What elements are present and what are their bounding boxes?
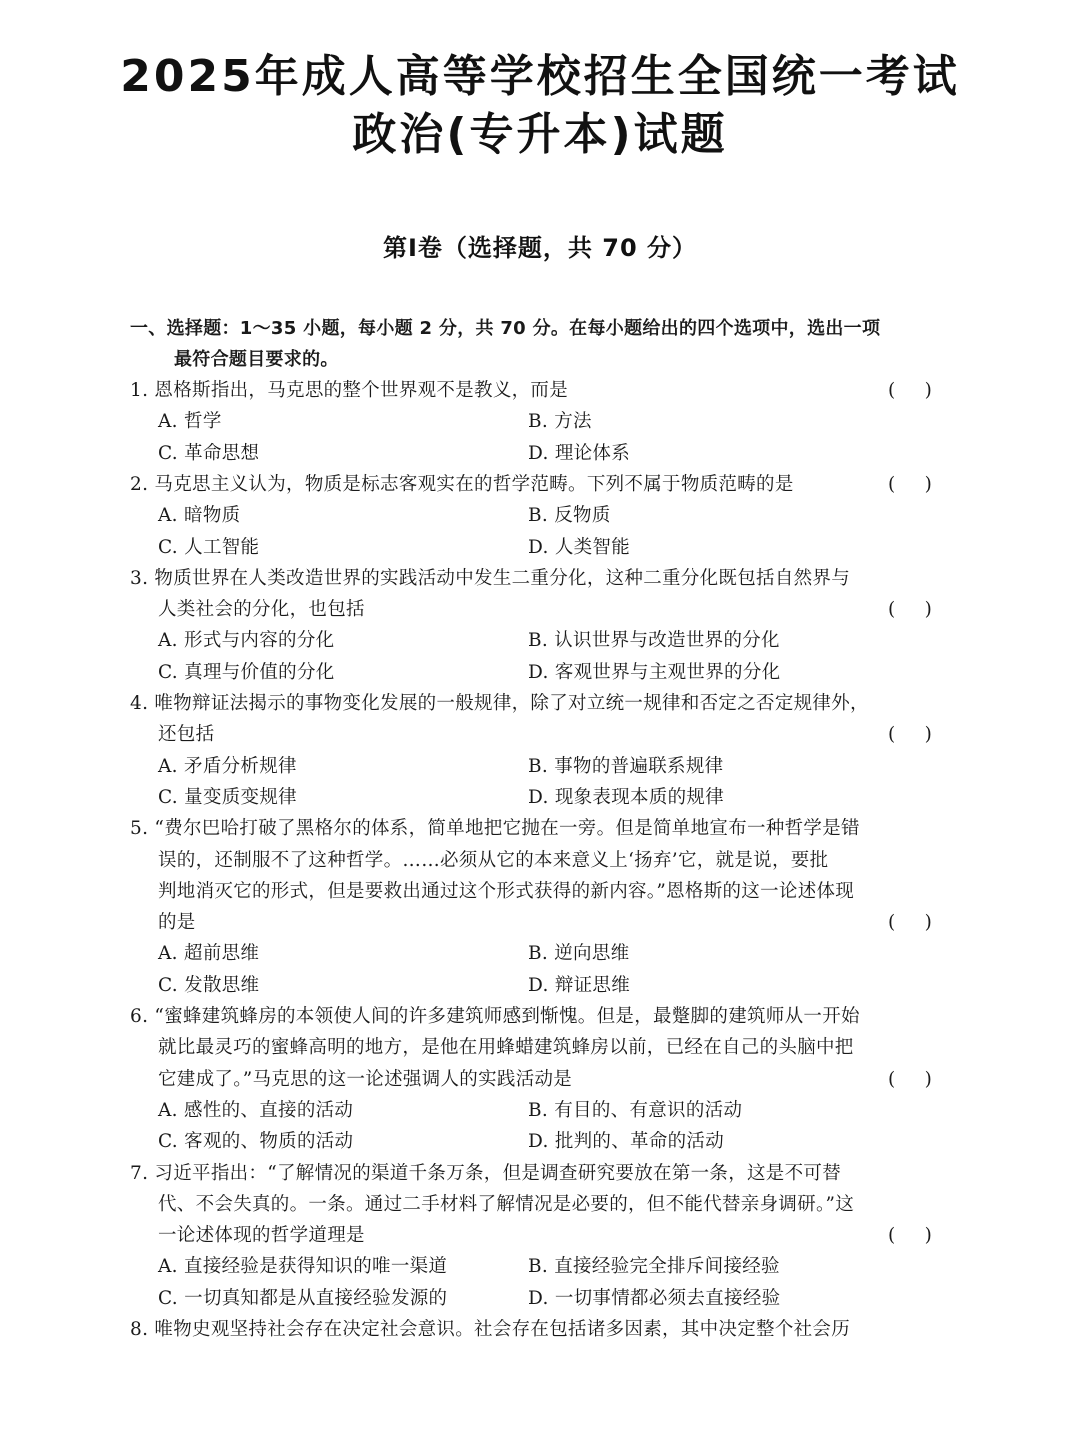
question-5-option-B: B. 逆向思维	[528, 943, 630, 965]
question-5-option-C: C. 发散思维	[158, 974, 260, 996]
question-2-option-C: C. 人工智能	[158, 536, 260, 558]
question-6-stem-line: 6. “蜜蜂建筑蜂房的本领使人间的许多建筑师感到惭愧。但是，最蹩脚的建筑师从一开始	[130, 1006, 860, 1027]
exam-title-line2: 政治(专升本)试题	[352, 109, 728, 160]
question-6-option-D: D. 批判的、革命的活动	[528, 1131, 725, 1153]
question-3-option-D: D. 客观世界与主观世界的分化	[528, 661, 781, 683]
exam-title-line1: 2025年成人高等学校招生全国统一考试	[120, 51, 960, 102]
answer-blank: ( )	[888, 1225, 932, 1247]
question-1-option-A: A. 哲学	[158, 411, 222, 433]
answer-blank: ( )	[888, 473, 932, 495]
question-3-stem-line: 3. 物质世界在人类改造世界的实践活动中发生二重分化，这种二重分化既包括自然界与	[130, 567, 851, 589]
question-5-option-D: D. 辩证思维	[528, 974, 631, 996]
question-3-option-B: B. 认识世界与改造世界的分化	[528, 630, 780, 652]
instructions-line1: 一、选择题：1～35 小题，每小题 2 分，共 70 分。在每小题给出的四个选项中，选出一项	[130, 318, 881, 339]
answer-blank: ( )	[888, 912, 932, 934]
question-2-option-A: A. 暗物质	[158, 505, 241, 527]
question-5-stem-line: 5. “费尔巴哈打破了黑格尔的体系，简单地把它抛在一旁。但是简单地宣布一种哲学是错	[130, 818, 860, 840]
question-7-stem-line: 7. 习近平指出：“了解情况的渠道千条万条，但是调查研究要放在第一条，这是不可替	[130, 1162, 841, 1184]
question-4-option-B: B. 事物的普遍联系规律	[528, 755, 724, 777]
question-1-option-C: C. 革命思想	[158, 442, 260, 464]
question-4-option-D: D. 现象表现本质的规律	[528, 786, 725, 808]
instructions-line2: 最符合题目要求的。	[174, 349, 339, 370]
question-2-stem-line: 2. 马克思主义认为，物质是标志客观实在的哲学范畴。下列不属于物质范畴的是	[130, 473, 794, 495]
question-6-option-B: B. 有目的、有意识的活动	[528, 1099, 743, 1121]
question-4-stem-line: 4. 唯物辩证法揭示的事物变化发展的一般规律，除了对立统一规律和否定之否定规律外，	[130, 693, 869, 714]
question-6-stem-line: 它建成了。”马克思的这一论述强调人的实践活动是	[158, 1068, 573, 1090]
question-4-option-C: C. 量变质变规律	[158, 786, 297, 808]
question-7-option-B: B. 直接经验完全排斥间接经验	[528, 1256, 780, 1278]
question-7-stem-line: 代、不会失真的。一条。通过二手材料了解情况是必要的，但不能代替亲身调研。”这	[158, 1193, 855, 1215]
answer-blank: ( )	[888, 724, 932, 746]
answer-blank: ( )	[888, 599, 932, 621]
question-5-stem-line: 判地消灭它的形式，但是要救出通过这个形式获得的新内容。”恩格斯的这一论述体现	[158, 880, 855, 902]
question-7-option-D: D. 一切事情都必须去直接经验	[528, 1287, 781, 1309]
part-title: 第Ⅰ卷（选择题，共 70 分）	[382, 234, 698, 262]
question-2-option-B: B. 反物质	[528, 505, 611, 527]
question-2-option-D: D. 人类智能	[528, 536, 631, 558]
question-3-option-A: A. 形式与内容的分化	[158, 630, 335, 652]
question-5-stem-line: 的是	[158, 912, 196, 934]
question-3-option-C: C. 真理与价值的分化	[158, 661, 335, 683]
question-8-stem-line: 8. 唯物史观坚持社会存在决定社会意识。社会存在包括诸多因素，其中决定整个社会历	[130, 1319, 851, 1340]
question-4-stem-line: 还包括	[158, 724, 215, 746]
question-7-option-A: A. 直接经验是获得知识的唯一渠道	[158, 1256, 448, 1278]
question-3-stem-line: 人类社会的分化，也包括	[158, 599, 365, 621]
question-5-stem-line: 误的，还制服不了这种哲学。……必须从它的本来意义上‘扬弃’它，就是说，要批	[158, 849, 829, 871]
question-4-option-A: A. 矛盾分析规律	[158, 755, 297, 777]
question-7-stem-line: 一论述体现的哲学道理是	[158, 1225, 365, 1247]
question-6-stem-line: 就比最灵巧的蜜蜂高明的地方，是他在用蜂蜡建筑蜂房以前，已经在自己的头脑中把	[158, 1037, 854, 1059]
question-6-option-A: A. 感性的、直接的活动	[158, 1099, 354, 1121]
answer-blank: ( )	[888, 380, 932, 401]
question-5-option-A: A. 超前思维	[158, 943, 260, 965]
answer-blank: ( )	[888, 1068, 932, 1090]
question-1-option-B: B. 方法	[528, 411, 592, 433]
question-1-stem-line: 1. 恩格斯指出，马克思的整个世界观不是教义，而是	[130, 380, 569, 401]
question-7-option-C: C. 一切真知都是从直接经验发源的	[158, 1287, 448, 1309]
question-1-option-D: D. 理论体系	[528, 442, 631, 464]
question-6-option-C: C. 客观的、物质的活动	[158, 1131, 354, 1153]
